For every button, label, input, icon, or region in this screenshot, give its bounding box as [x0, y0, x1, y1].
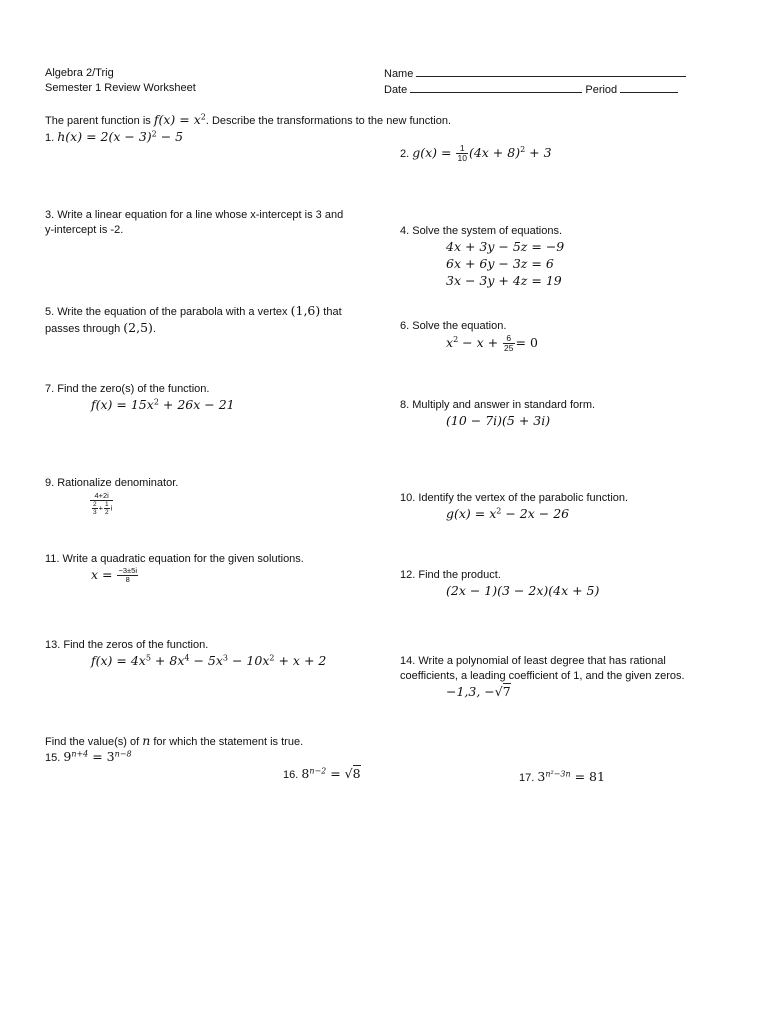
- problem-14: 14. Write a polynomial of least degree that has rational coefficients, a leading coefficient of 1, and the given zeros. −1,3, −√7: [400, 655, 685, 699]
- header-right: [384, 66, 694, 98]
- problem-9: 9. Rationalize denominator. 4+2i $\frac{2}{3}$ + $\frac{1}{2}$ i: [45, 477, 179, 517]
- intro-text: The parent function is $f(x) = x^2$. Describe the transformations to the new function.: [45, 112, 452, 127]
- fraction: $\frac{6}{25}$: [504, 332, 514, 354]
- name-label: Name: [384, 68, 414, 80]
- problem-7: 7. Find the zero(s) of the function. $f(x) = 15x^2 + 26x - 21$: [45, 383, 235, 412]
- problem-4: 4. Solve the system of equations. 4x + 3y − 5z = −9 6x + 6y − 3z = 6 3x − 3y + 4z = 19: [400, 225, 565, 288]
- problem-16: 16. $8^{n-2} = √8$: [283, 766, 361, 781]
- problem-1: 1. $h(x) = 2(x - 3)^2 - 5$: [45, 129, 184, 144]
- problem-11: 11. Write a quadratic equation for the given solutions. x = $\frac{-3\pm 5i}{8}$: [45, 553, 304, 585]
- worksheet-title: Semester 1 Review Worksheet: [45, 81, 196, 94]
- problem-17: 17. $3^{n^2-3n} = 81$: [519, 769, 605, 784]
- problem-15: 15. $9^{n+4} = 3^{n-8}$: [45, 749, 132, 764]
- name-row: [384, 66, 694, 82]
- period-label: Period: [585, 83, 618, 96]
- problem-6: 6. Solve the equation. $x^2 - x$ + $\frac{6}{25}$ = 0: [400, 320, 538, 354]
- complex-fraction: 4+2i $\frac{2}{3}$ + $\frac{1}{2}$ i: [45, 492, 178, 517]
- date-row: [384, 82, 694, 98]
- course-title: Algebra 2/Trig: [45, 67, 114, 79]
- fraction: $\frac{-3\pm 5i}{8}$: [118, 566, 137, 585]
- problem-13: 13. Find the zeros of the function. $f(x) = 4x^5 + 8x^4 - 5x^3 - 10x^2 + x + 2$: [45, 639, 327, 668]
- fraction: $\frac{1}{10}$: [457, 143, 467, 164]
- problem-3: 3. Write a linear equation for a line whose x-intercept is 3 and y-intercept is -2.: [45, 209, 344, 236]
- name-field[interactable]: [416, 66, 686, 77]
- header-left: [45, 66, 196, 96]
- equation-system: 4x + 3y − 5z = −9 6x + 6y − 3z = 6 3x − 3y + 4z = 19: [446, 238, 565, 288]
- problem-10: 10. Identify the vertex of the parabolic function. $g(x) = x^2 - 2x - 26$: [400, 492, 629, 521]
- period-field[interactable]: [620, 82, 678, 93]
- section-instruction: Find the value(s) of n for which the statement is true.: [45, 733, 304, 748]
- problem-8: 8. Multiply and answer in standard form. (10 − 7i)(5 + 3i): [400, 399, 596, 428]
- problem-5: 5. Write the equation of the parabola with a vertex (1,6) that passes through (2,5).: [45, 303, 342, 335]
- date-field[interactable]: [410, 82, 582, 93]
- problem-2: 2. g(x) = $\frac{1}{10}$ $(4x + 8)^2 + 3$: [400, 143, 552, 164]
- date-label: Date: [384, 83, 408, 96]
- problem-12: 12. Find the product. (2x − 1)(3 − 2x)(4x + 5): [400, 569, 600, 598]
